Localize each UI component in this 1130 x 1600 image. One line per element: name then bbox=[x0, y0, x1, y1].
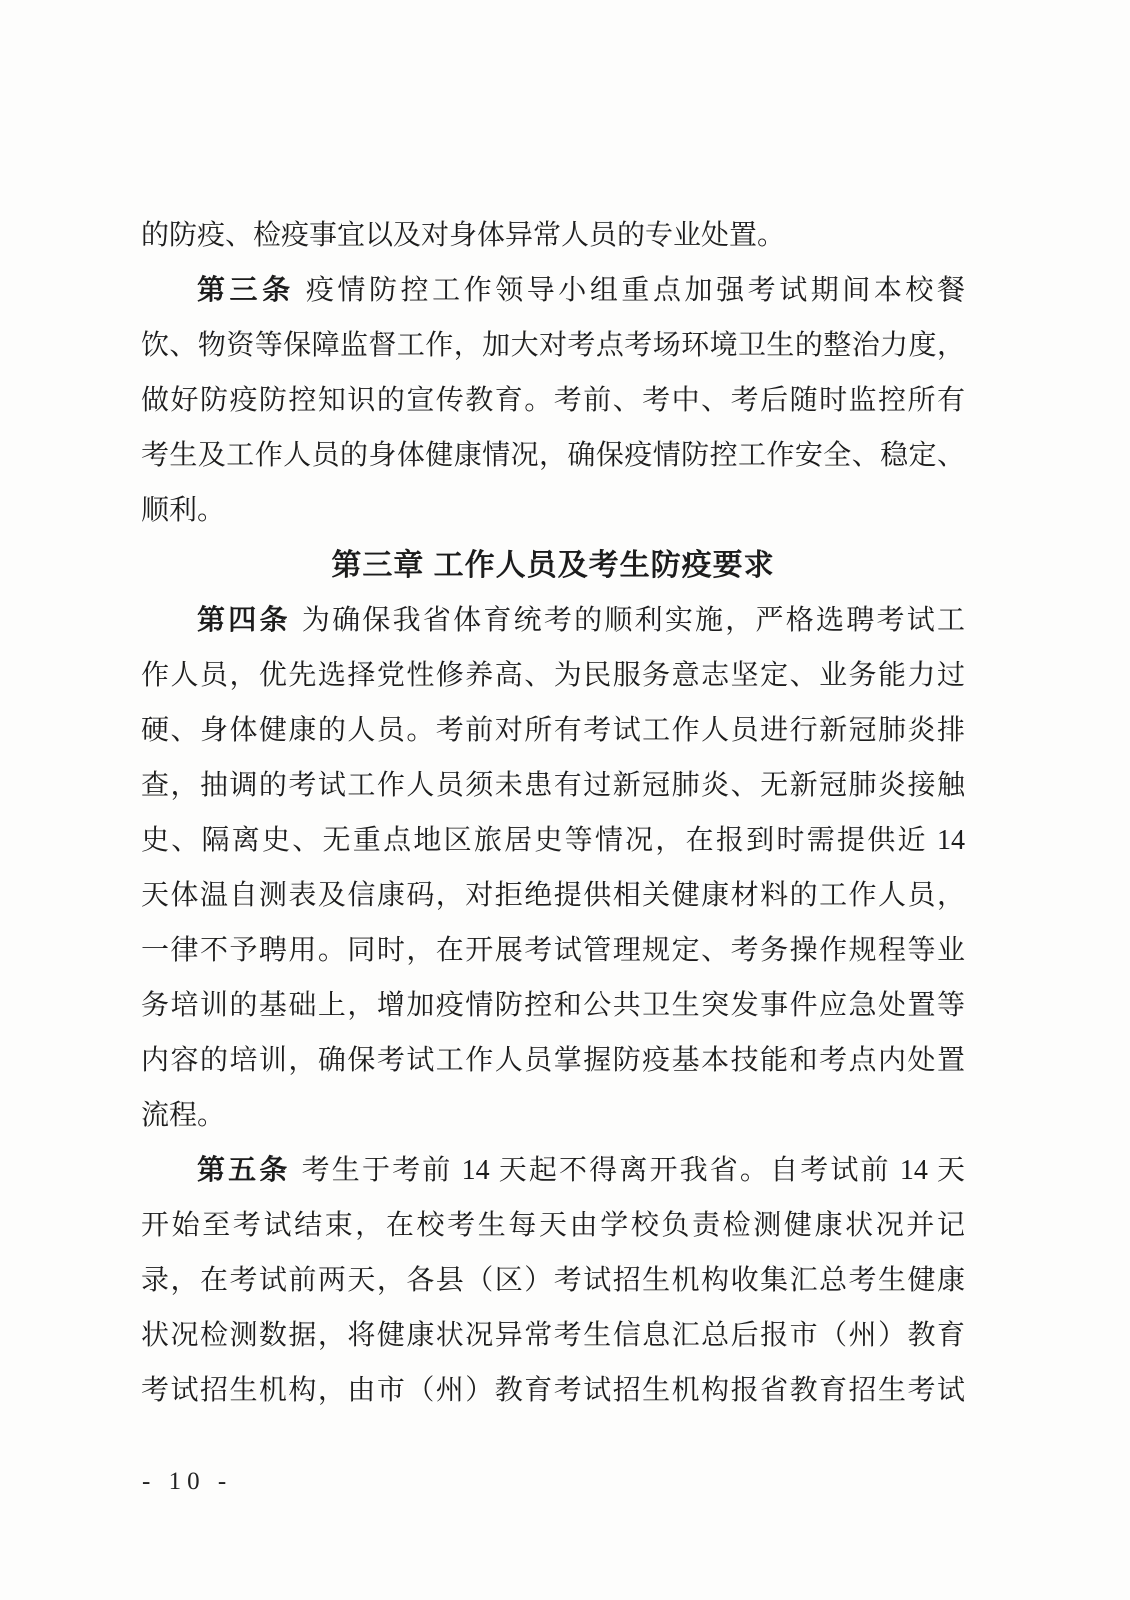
line-text: 为确保我省体育统考的顺利实施，严格选聘考试工 bbox=[301, 605, 965, 636]
line-text: 务培训的基础上，增加疫情防控和公共卫生突发事件应急处置等 bbox=[141, 990, 965, 1021]
text-line bbox=[141, 263, 965, 318]
text-line bbox=[141, 1033, 965, 1088]
text-line bbox=[141, 1363, 965, 1418]
line-text: 录，在考试前两天，各县（区）考试招生机构收集汇总考生健康 bbox=[141, 1265, 965, 1296]
line-text: 开始至考试结束，在校考生每天由学校负责检测健康状况并记 bbox=[141, 1210, 965, 1241]
text-line bbox=[141, 1143, 965, 1198]
text-line bbox=[141, 1088, 965, 1143]
line-text: 天体温自测表及信康码，对拒绝提供相关健康材料的工作人员， bbox=[141, 880, 965, 911]
article-label: 第三条 bbox=[197, 275, 295, 306]
text-line bbox=[141, 703, 965, 758]
line-text: 考生于考前 14 天起不得离开我省。自考试前 14 天 bbox=[301, 1155, 965, 1186]
text-line bbox=[141, 593, 965, 648]
text-line bbox=[141, 373, 965, 428]
page-number: - 10 - bbox=[142, 1468, 233, 1495]
line-text: 查，抽调的考试工作人员须未患有过新冠肺炎、无新冠肺炎接触 bbox=[141, 770, 965, 801]
text-line bbox=[141, 923, 965, 978]
text-line bbox=[141, 428, 965, 483]
line-text: 饮、物资等保障监督工作，加大对考点考场环境卫生的整治力度， bbox=[141, 330, 965, 361]
line-text: 顺利。 bbox=[141, 495, 226, 526]
line-text: 考生及工作人员的身体健康情况，确保疫情防控工作安全、稳定、 bbox=[141, 440, 965, 471]
article-label: 第五条 bbox=[197, 1155, 291, 1186]
text-line bbox=[141, 1253, 965, 1308]
line-text: 史、隔离史、无重点地区旅居史等情况，在报到时需提供近 14 bbox=[141, 825, 965, 856]
article-label: 第四条 bbox=[197, 605, 291, 636]
line-text: 考试招生机构，由市（州）教育考试招生机构报省教育招生考试 bbox=[141, 1375, 965, 1406]
text-line bbox=[141, 1198, 965, 1253]
text-line bbox=[141, 208, 965, 263]
text-line bbox=[141, 758, 965, 813]
line-text: 疫情防控工作领导小组重点加强考试期间本校餐 bbox=[305, 275, 965, 306]
text-line bbox=[141, 868, 965, 923]
line-text: 一律不予聘用。同时，在开展考试管理规定、考务操作规程等业 bbox=[141, 935, 965, 966]
chapter-heading: 第三章 工作人员及考生防疫要求 bbox=[331, 549, 775, 582]
line-text: 作人员，优先选择党性修养高、为民服务意志坚定、业务能力过 bbox=[141, 660, 965, 691]
line-text: 内容的培训，确保考试工作人员掌握防疫基本技能和考点内处置 bbox=[141, 1045, 965, 1076]
line-text: 的防疫、检疫事宜以及对身体异常人员的专业处置。 bbox=[141, 220, 786, 251]
text-line bbox=[141, 813, 965, 868]
text-line bbox=[141, 483, 965, 538]
line-text: 流程。 bbox=[141, 1100, 226, 1131]
text-line bbox=[141, 648, 965, 703]
text-line bbox=[141, 1308, 965, 1363]
document-body bbox=[141, 208, 965, 1418]
line-text: 状况检测数据，将健康状况异常考生信息汇总后报市（州）教育 bbox=[141, 1320, 965, 1351]
line-text: 做好防疫防控知识的宣传教育。考前、考中、考后随时监控所有 bbox=[141, 385, 965, 416]
line-text: 硬、身体健康的人员。考前对所有考试工作人员进行新冠肺炎排 bbox=[141, 715, 965, 746]
text-line bbox=[141, 978, 965, 1033]
text-line bbox=[141, 318, 965, 373]
